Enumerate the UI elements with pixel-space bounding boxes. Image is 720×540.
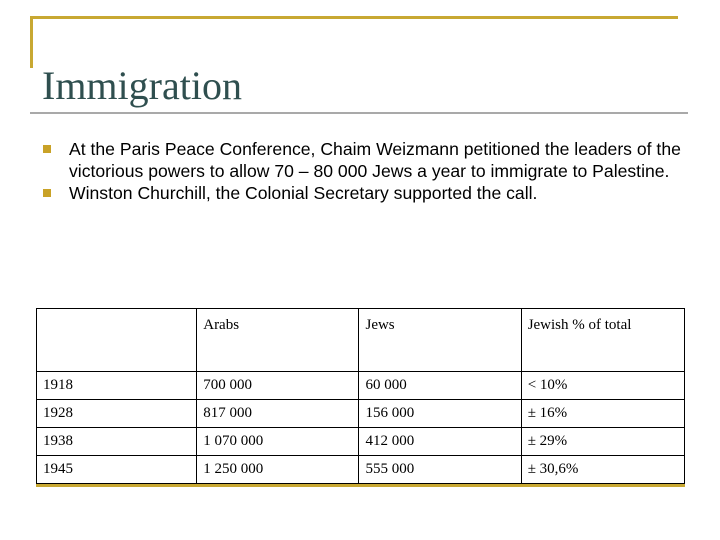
frame-left-border [30,16,33,68]
table-accent-line [36,484,685,487]
percent-cell: < 10% [521,372,684,400]
bullet-item [40,182,685,204]
frame-top-border [30,16,678,19]
table-row [37,400,685,428]
table-row [37,456,685,484]
percent-cell: ± 30,6% [521,456,684,484]
header-cell-arabs: Arabs [197,309,359,372]
header-cell-jewish-percent: Jewish % of total [521,309,684,372]
population-table [36,308,685,484]
table-header-row [37,309,685,372]
arabs-cell: 817 000 [197,400,359,428]
header-cell-jews: Jews [359,309,521,372]
percent-cell: ± 16% [521,400,684,428]
arabs-cell: 700 000 [197,372,359,400]
bullet-list [40,138,685,204]
percent-cell: ± 29% [521,428,684,456]
square-bullet-icon [43,145,51,153]
bullet-text: At the Paris Peace Conference, Chaim Weizmann petitioned the leaders of the victorious powers to allow 70 – 80 000 Jews a year to immigrate to Palestine. [69,139,681,181]
square-bullet-icon [43,189,51,197]
year-cell: 1938 [37,428,197,456]
year-cell: 1918 [37,372,197,400]
year-cell: 1945 [37,456,197,484]
table-row [37,372,685,400]
year-cell: 1928 [37,400,197,428]
arabs-cell: 1 250 000 [197,456,359,484]
bullet-text: Winston Churchill, the Colonial Secretary supported the call. [69,183,538,203]
table-row [37,428,685,456]
bullet-item [40,138,685,182]
header-cell-empty [37,309,197,372]
slide-title: Immigration [42,63,242,108]
jews-cell: 412 000 [359,428,521,456]
title-divider [30,112,688,114]
jews-cell: 555 000 [359,456,521,484]
jews-cell: 60 000 [359,372,521,400]
arabs-cell: 1 070 000 [197,428,359,456]
jews-cell: 156 000 [359,400,521,428]
